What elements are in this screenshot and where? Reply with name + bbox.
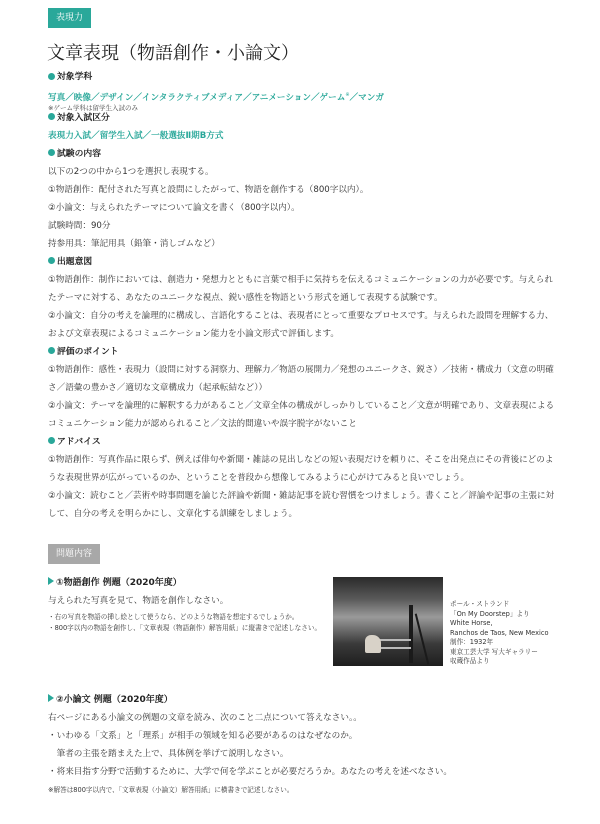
caption-line: White Horse, (450, 619, 493, 627)
essay-note: ※解答は800字以内で、「文章表現（小論文）解答用紙」に横書きで記述しなさい。 (48, 786, 294, 794)
story-bullet: ・800字以内の物語を創作し、「文章表現（物語創作）解答用紙」に縦書きで記述しなさい。 (48, 624, 322, 632)
caption-line: 「On My Doorstep」より (450, 609, 530, 618)
exam-types-list: 表現力入試／留学生入試／一般選抜Ⅱ期B方式 (48, 130, 224, 141)
bullet-dot-icon (48, 149, 55, 156)
departments-tail: ／マンガ (349, 92, 384, 103)
heading-text: 対象学科 (57, 72, 93, 82)
bullet-dot-icon (48, 257, 55, 264)
content-line: 以下の2つの中から1つを選択し表現する。 (48, 166, 214, 177)
essay-line: 筆者の主張を踏まえた上で、具体例を挙げて説明しなさい。 (48, 749, 289, 759)
story-example (48, 574, 328, 634)
section-heading-intent (48, 253, 558, 271)
caption-line: ポール・ストランド (450, 600, 510, 608)
horse-photo (333, 577, 443, 666)
essay-heading (48, 691, 558, 709)
problems-tag: 問題内容 (48, 544, 100, 564)
departments-text: 写真／映像／デザイン／インタラクティブメディア／アニメーション／ゲーム (48, 92, 346, 103)
section-heading-departments (48, 68, 558, 86)
heading-text: 出題意図 (57, 256, 93, 267)
content-line: ②小論文：与えられたテーマについて論文を書く（800字以内）。 (48, 202, 300, 213)
play-triangle-icon (48, 694, 54, 702)
content-line: ①物語創作：配付された写真と設問にしたがって、物語を創作する（800字以内）。 (48, 184, 369, 195)
section-heading-advice (48, 433, 558, 451)
evaluation-paragraph: ①物語創作：感性・表現力（設問に対する洞察力、理解力／物語の展開力／発想のユニークさ、鋭さ）／技術・構成力（文意の明確さ／語彙の豊かさ／適切な文章構成力（起承転結など）） (48, 364, 554, 393)
heading-text: アドバイス (57, 436, 101, 447)
photo-caption (450, 600, 549, 667)
intent-paragraph: ①物語創作：制作においては、創造力・発想力とともに言葉で相手に気持ちを伝えるコミュニケーションの力が必要です。与えられたテーマに対する、あなたのユニークな視点、鋭い感性を物語という形式を通して表現する試験です。 (48, 274, 553, 303)
footnote-mark: ※ (345, 92, 350, 98)
bullet-dot-icon (48, 73, 55, 80)
essay-line: 右ページにある小論文の例題の文章を読み、次のこと二点について答えなさい。。 (48, 713, 362, 723)
caption-line: 東京工芸大学 写大ギャラリー (450, 647, 538, 656)
heading-text: 試験の内容 (57, 148, 101, 159)
content-line: 試験時間：90分 (48, 220, 111, 231)
caption-line: 制作：1932年 (450, 638, 494, 646)
heading-text: ②小論文 例題（2020年度） (56, 695, 173, 705)
intent-paragraph: ②小論文：自分の考えを論理的に構成し、言語化することは、表現者にとって重要なプロセスです。与えられた設問を理解する力、および文章表現によるコミュニケーション能力を小論文形式で評価します。 (48, 310, 554, 339)
evaluation-paragraph: ②小論文：テーマを論理的に解釈する力があること／文章全体の構成がしっかりしていること／文意が明確であり、文章表現によるコミュニケーション能力が認められること／文法的間違いや誤字脱字がないこと (48, 400, 555, 429)
exam-info (48, 68, 558, 523)
story-prompt: 与えられた写真を見て、物語を創作しなさい。 (48, 596, 229, 606)
heading-text: ①物語創作 例題（2020年度） (56, 578, 182, 588)
departments-note: ※ゲーム学科は留学生入試のみ (48, 103, 138, 112)
story-heading (48, 574, 328, 592)
caption-line: 収蔵作品より (450, 657, 490, 665)
essay-example (48, 691, 558, 799)
bullet-dot-icon (48, 437, 55, 444)
category-tag: 表現力 (48, 8, 91, 28)
section-heading-evaluation (48, 343, 558, 361)
heading-text: 対象入試区分 (57, 112, 110, 123)
essay-line: ・将来目指す分野で活動するために、大学で何を学ぶことが必要だろうか。あなたの考えを述べなさい。 (48, 767, 452, 777)
bullet-dot-icon (48, 113, 55, 120)
play-triangle-icon (48, 577, 54, 585)
heading-text: 評価のポイント (57, 346, 119, 357)
content-line: 持参用具：筆記用具（鉛筆・消しゴムなど） (48, 238, 220, 249)
advice-paragraph: ②小論文：読むこと／芸術や時事問題を論じた評論や新聞・雑誌記事を読む習慣をつけましょう。書くこと／評論や記事の主張に対して、自分の考えを明らかにし、文章化する訓練をしましょう。 (48, 490, 555, 519)
page-title: 文章表現（物語創作・小論文） (47, 43, 299, 64)
story-bullet: ・右の写真を物語の挿し絵として使うなら、どのような物語を想定するでしょうか。 (48, 613, 299, 621)
essay-line: ・いわゆる「文系」と「理系」が相手の領域を知る必要があるのはなぜなのか。 (48, 731, 358, 741)
advice-paragraph: ①物語創作：写真作品に限らず、例えば俳句や新聞・雑誌の見出しなどの短い表現だけを頼りに、そこを出発点にその背後にどのような表現世界が広がっているのか、ということを普段から想像してみるように心がけてみると良いでしょう。 (48, 454, 554, 483)
bullet-dot-icon (48, 347, 55, 354)
section-heading-content (48, 145, 558, 163)
caption-line: Ranchos de Taos, New Mexico (450, 628, 549, 637)
